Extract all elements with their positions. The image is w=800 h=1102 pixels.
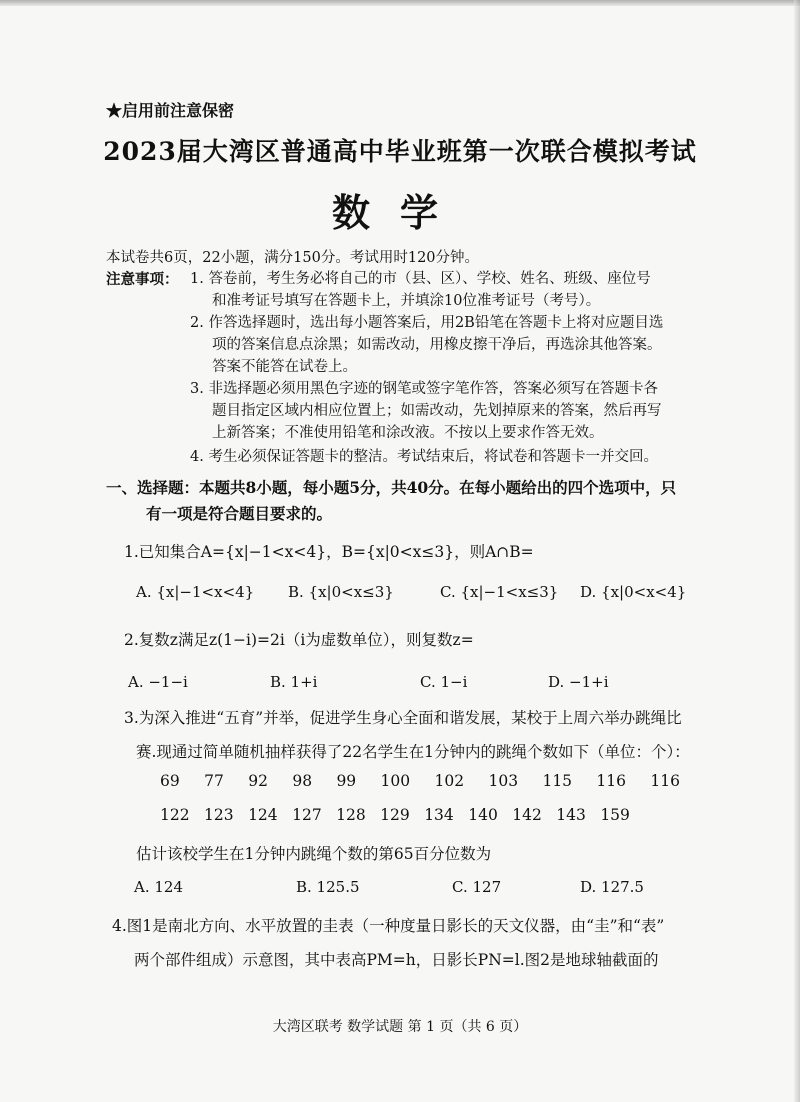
question-4: 4.图1是南北方向、水平放置的圭表（一种度量日影长的天文仪器，由“圭”和“表” <box>112 917 665 935</box>
exam-title: 2023届大湾区普通高中毕业班第一次联合模拟考试 <box>103 137 697 166</box>
q1-option-d: D. {x|0<x<4} <box>580 583 687 601</box>
data-value: 159 <box>600 806 630 824</box>
note-1-cont: 和准考证号填写在答题卡上，并填涂10位准考证号（考号）。 <box>212 293 601 309</box>
note-4: 4. 考生必须保证答题卡的整洁。考试结束后，将试卷和答题卡一并交回。 <box>190 449 658 465</box>
question-3-cont: 赛.现通过简单随机抽样获得了22名学生在1分钟内的跳绳个数如下（单位：个）： <box>136 743 690 761</box>
data-value: 77 <box>204 772 224 790</box>
data-value: 100 <box>380 772 411 790</box>
section-heading-cont: 有一项是符合题目要求的。 <box>146 504 333 523</box>
q2-option-c: C. 1−i <box>420 673 468 691</box>
section-heading: 一、选择题：本题共8小题，每小题5分，共40分。在每小题给出的四个选项中，只 <box>106 478 677 497</box>
data-value: 129 <box>380 806 410 824</box>
note-2-cont2: 答案不能答在试卷上。 <box>212 359 357 375</box>
note-2-cont: 项的答案信息点涂黑；如需改动，用橡皮擦干净后，再选涂其他答案。 <box>212 337 662 353</box>
q1-option-b: B. {x|0<x≤3} <box>288 583 394 601</box>
data-value: 116 <box>596 772 627 790</box>
data-value: 123 <box>204 806 234 824</box>
data-value: 143 <box>556 806 586 824</box>
q1-option-c: C. {x|−1<x≤3} <box>440 583 559 601</box>
q3-option-c: C. 127 <box>452 878 502 896</box>
data-value: 98 <box>292 772 313 790</box>
notes-label: 注意事项： <box>106 271 179 288</box>
data-value: 102 <box>434 772 465 790</box>
note-3: 3. 非选择题必须用黑色字迹的钢笔或签字笔作答，答案必须写在答题卡各 <box>190 381 658 397</box>
exam-info: 本试卷共6页，22小题，满分150分。考试用时120分钟。 <box>106 250 480 266</box>
question-4-cont: 两个部件组成）示意图，其中表高PM=h，日影长PN=l.图2是地球轴截面的 <box>134 951 659 969</box>
data-value: 116 <box>650 772 680 790</box>
data-value: 103 <box>488 772 519 790</box>
question-3-prompt: 估计该校学生在1分钟内跳绳个数的第65百分位数为 <box>136 845 492 863</box>
q2-option-b: B. 1+i <box>270 673 318 691</box>
data-value: 134 <box>424 806 454 824</box>
data-value: 127 <box>292 806 322 824</box>
question-2: 2.复数z满足z(1−i)=2i（i为虚数单位），则复数z= <box>124 631 474 649</box>
confidential-mark: ★启用前注意保密 <box>106 101 235 120</box>
note-3-cont: 题目指定区域内相应位置上；如需改动，先划掉原来的答案，然后再写 <box>212 403 662 419</box>
subject-title: 数学 <box>331 190 468 235</box>
q1-option-a: A. {x|−1<x<4} <box>136 583 255 601</box>
note-2: 2. 作答选择题时，选出每小题答案后，用2B铅笔在答题卡上将对应题目选 <box>190 315 664 331</box>
q2-option-d: D. −1+i <box>548 673 609 691</box>
question-3: 3.为深入推进“五育”并举，促进学生身心全面和谐发展，某校于上周六举办跳绳比 <box>124 709 682 727</box>
data-value: 115 <box>542 772 573 790</box>
data-value: 122 <box>160 806 190 824</box>
q2-option-a: A. −1−i <box>128 673 188 691</box>
q3-option-a: A. 124 <box>134 878 183 896</box>
question-1: 1.已知集合A={x|−1<x<4}，B={x|0<x≤3}，则A∩B= <box>124 543 534 561</box>
data-value: 92 <box>248 772 268 790</box>
data-value: 140 <box>468 806 498 824</box>
page-footer: 大湾区联考 数学试题 第 1 页（共 6 页） <box>272 1019 528 1035</box>
data-row-2 <box>160 806 630 824</box>
q3-option-b: B. 125.5 <box>296 878 360 896</box>
data-value: 128 <box>336 806 366 824</box>
q3-option-d: D. 127.5 <box>580 878 644 896</box>
data-value: 69 <box>160 772 180 790</box>
data-row-1 <box>160 772 680 790</box>
data-value: 99 <box>336 772 357 790</box>
note-3-cont2: 上新答案；不准使用铅笔和涂改液。不按以上要求作答无效。 <box>212 425 604 441</box>
data-value: 124 <box>248 806 278 824</box>
data-value: 142 <box>512 806 542 824</box>
note-1: 1. 答卷前，考生务必将自己的市（县、区）、学校、姓名、班级、座位号 <box>190 271 651 287</box>
